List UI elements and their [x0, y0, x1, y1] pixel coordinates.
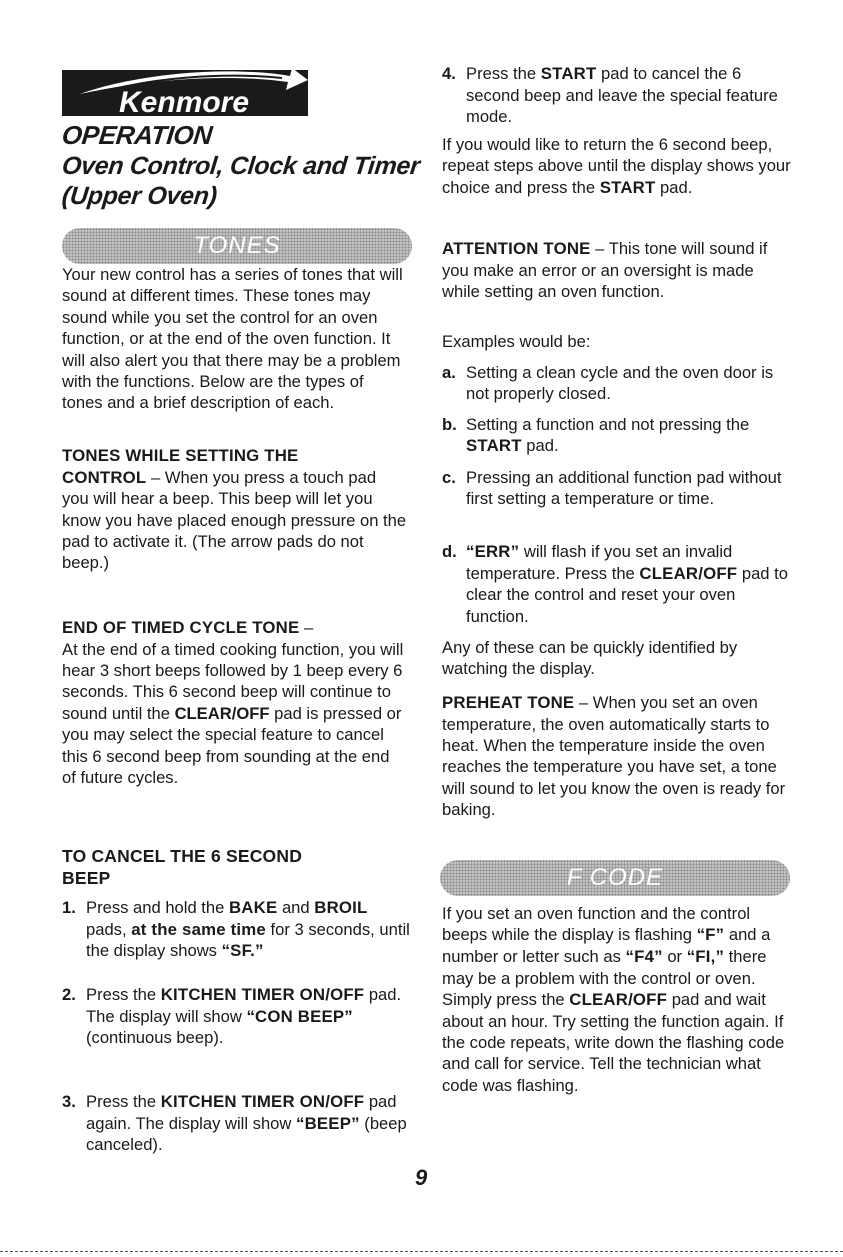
- step-3-number: 3.: [62, 1092, 76, 1111]
- step-1-text: Press and hold the: [86, 898, 229, 917]
- setting-tones-head: TONES WHILE SETTING THE: [62, 446, 299, 465]
- end-cycle-paragraph: [62, 617, 407, 788]
- step-4-text: Press the: [466, 64, 541, 83]
- return-start-label: START: [599, 177, 656, 197]
- preheat-text: – When you set an oven temperature, the oven automatically starts to heat. When the temperature inside the oven reaches the temperature you have set, a tone will sound to let you know the oven is ready for baking.: [442, 693, 786, 820]
- end-cycle-bold: CLEAR/OFF: [174, 703, 270, 723]
- cancel-head-line1: TO CANCEL THE 6 SECOND: [62, 846, 303, 866]
- setting-tones-head2: CONTROL: [62, 467, 147, 487]
- example-d-clear: CLEAR/OFF: [639, 563, 738, 583]
- example-b-start: START: [466, 436, 522, 456]
- fcode-banner-label: F CODE: [566, 864, 664, 891]
- example-d-text: will flash if you set an invalid temperature. Press the: [466, 542, 733, 583]
- step-4-number: 4.: [442, 64, 456, 83]
- f4-display: “F4”: [625, 947, 663, 966]
- examples-label: Examples would be:: [442, 332, 591, 351]
- cancel-heading: [62, 845, 407, 889]
- return-paragraph: [442, 134, 792, 198]
- sf-display: “SF.”: [221, 941, 264, 961]
- tones-intro: Your new control has a series of tones that will sound at different times. These tones may sound while you set the control for an oven function, or at the end of the oven function. It will also alert you that there may be a problem with the functions. Below are the types of tones and a brief description of each.: [62, 265, 403, 413]
- example-b-marker: b.: [442, 415, 457, 434]
- step-2-mid: pad. The display will show: [86, 985, 402, 1026]
- step-3: [62, 1091, 410, 1156]
- fcode-text-4: there may be a problem with the control or oven. Simply press the: [442, 947, 767, 1009]
- end-cycle-text-b: pad is pressed or you may select the special feature to cancel this 6 second beep from sounding at the end of future cycles.: [62, 703, 402, 788]
- section-title: OPERATION: [60, 120, 214, 150]
- example-d-marker: d.: [442, 542, 457, 561]
- example-b-text: Setting a function and not pressing the: [466, 415, 750, 434]
- preheat-paragraph: [442, 692, 792, 821]
- page-number: 9: [415, 1165, 428, 1190]
- example-c-marker: c.: [442, 468, 456, 487]
- example-c-text: Pressing an additional function pad without first setting a temperature or time.: [466, 468, 782, 509]
- fcode-paragraph: [442, 903, 792, 1096]
- attention-paragraph: [442, 238, 792, 302]
- example-a: [442, 362, 792, 405]
- same-time-label: at the same time: [131, 919, 266, 939]
- step-3-tail: (beep canceled).: [86, 1113, 407, 1155]
- example-b: [442, 414, 792, 457]
- fcode-text-3: or: [662, 947, 687, 966]
- step-1: [62, 897, 410, 962]
- fcode-text-2: and a number or letter such as: [442, 925, 771, 966]
- beep-display: “BEEP”: [296, 1113, 360, 1133]
- bottom-divider: [0, 1251, 843, 1252]
- start-label: START: [540, 64, 597, 83]
- example-a-text: Setting a clean cycle and the oven door is not properly closed.: [466, 363, 774, 404]
- step-2-tail: (continuous beep).: [86, 1028, 224, 1048]
- preheat-head: PREHEAT TONE: [442, 693, 575, 712]
- step-1-number: 1.: [62, 898, 76, 917]
- example-d-tail: pad to clear the control and reset your oven function.: [466, 563, 788, 626]
- f-display: “F”: [696, 925, 725, 945]
- step-2-text: Press the: [86, 985, 161, 1004]
- step-1-pads: pads,: [86, 919, 132, 939]
- cancel-head-line2: BEEP: [62, 868, 111, 888]
- subtitle-line1: Oven Control, Clock and Timer: [60, 152, 422, 180]
- example-b-tail: pad.: [521, 436, 559, 456]
- fcode-banner: [440, 860, 790, 896]
- end-cycle-text-a: At the end of a timed cooking function, you will hear 3 short beeps followed by 1 beep every 6 seconds. This 6 second beep will continue to sound until the: [62, 639, 404, 723]
- step-3-mid: pad again. The display will show: [86, 1092, 397, 1133]
- subtitle-line2: (Upper Oven): [60, 182, 219, 210]
- example-c: [442, 467, 792, 510]
- broil-label: BROIL: [314, 898, 368, 917]
- end-cycle-dash: –: [299, 618, 314, 637]
- kitchen-timer-label-2: KITCHEN TIMER ON/OFF: [160, 1092, 365, 1111]
- tones-banner-label: TONES: [193, 232, 281, 259]
- kitchen-timer-label: KITCHEN TIMER ON/OFF: [160, 985, 365, 1004]
- return-text-b: pad.: [655, 177, 693, 197]
- identified-paragraph: Any of these can be quickly identified by watching the display.: [442, 638, 738, 679]
- example-a-marker: a.: [442, 363, 456, 382]
- step-1-tail: for 3 seconds, until the display shows: [86, 919, 410, 961]
- fcode-clear: CLEAR/OFF: [569, 990, 668, 1009]
- kenmore-logo: [62, 64, 312, 116]
- return-text-a: If you would like to return the 6 second beep, repeat steps above until the display shows your choice and press the: [442, 135, 791, 197]
- fcode-text-1: If you set an oven function and the control beeps while the display is flashing: [442, 904, 751, 945]
- fi-display: “FI,”: [686, 947, 725, 966]
- err-display: “ERR”: [466, 542, 520, 561]
- tones-banner: [62, 228, 412, 264]
- step-4-tail: pad to cancel the 6 second beep and leave the special feature mode.: [466, 64, 778, 126]
- step-2-number: 2.: [62, 985, 76, 1004]
- attention-head: ATTENTION TONE: [442, 239, 591, 258]
- attention-text: – This tone will sound if you make an error or an oversight is made while setting an oven function.: [442, 239, 768, 301]
- con-beep-display: “CON BEEP”: [246, 1006, 353, 1026]
- step-1-and: and: [277, 898, 315, 917]
- step-4: [442, 63, 792, 127]
- example-d: [442, 541, 792, 627]
- svg-text:Kenmore: Kenmore: [118, 86, 250, 116]
- step-2: [62, 984, 410, 1049]
- bake-label: BAKE: [228, 898, 278, 917]
- step-3-text: Press the: [86, 1092, 161, 1111]
- setting-tones-text: – When you press a touch pad you will hear a beep. This beep will let you know you have placed enough pressure on the pad to activate it. (The arrow pads do not beep.): [62, 467, 407, 573]
- setting-tones-paragraph: [62, 445, 407, 574]
- end-cycle-head: END OF TIMED CYCLE TONE: [62, 618, 300, 637]
- fcode-text-5: pad and wait about an hour. Try setting the function again. If the code repeats, write down the flashing code and call for service. Tell the technician what code was flashing.: [442, 990, 785, 1095]
